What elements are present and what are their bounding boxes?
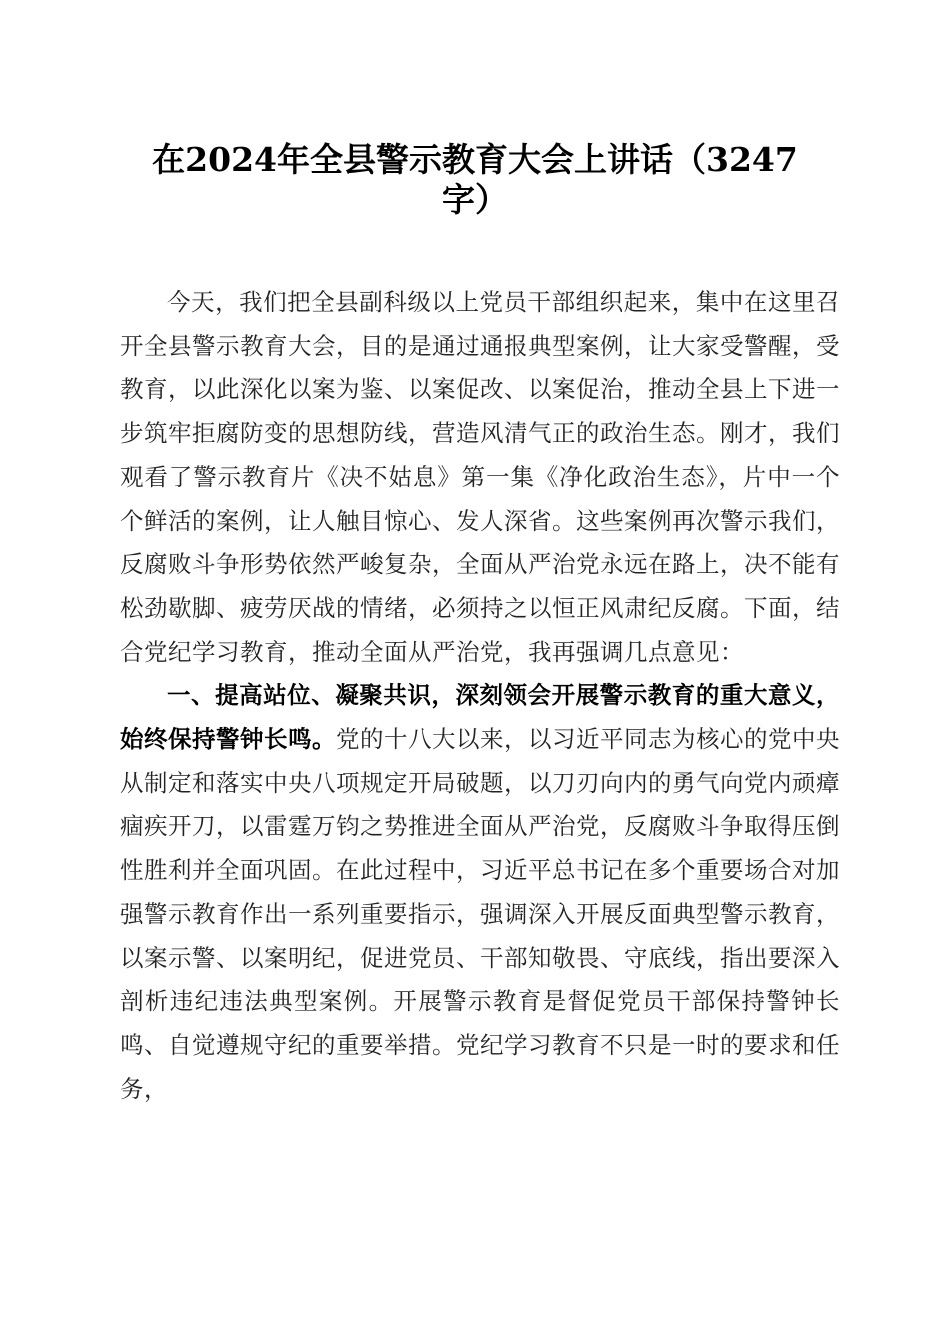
section1-paragraph xyxy=(120,674,840,1111)
section1-body: 党的十八大以来，以习近平同志为核心的党中央从制定和落实中央八项规定开局破题，以刀刃向内的勇气向党内顽瘴痼疾开刀，以雷霆万钧之势推进全面从严治党，反腐败斗争取得压倒性胜利并全面巩固。在此过程中，习近平总书记在多个重要场合对加强警示教育作出一系列重要指示，强调深入开展反面典型警示教育，以案示警、以案明纪，促进党员、干部知敬畏、守底线，指出要深入剖析违纪违法典型案例。开展警示教育是督促党员干部保持警钟长鸣、自觉遵规守纪的重要举措。党纪学习教育不只是一时的要求和任务， xyxy=(120,725,840,1103)
document-body xyxy=(120,281,840,1111)
document-title-line2: 字） xyxy=(442,180,508,219)
intro-paragraph: 今天，我们把全县副科级以上党员干部组织起来，集中在这里召开全县警示教育大会，目的是通过通报典型案例，让大家受警醒，受教育，以此深化以案为鉴、以案促改、以案促治，推动全县上下进一步筑牢拒腐防变的思想防线，营造风清气正的政治生态。刚才，我们观看了警示教育片《决不姑息》第一集《净化政治生态》，片中一个个鲜活的案例，让人触目惊心、发人深省。这些案例再次警示我们，反腐败斗争形势依然严峻复杂，全面从严治党永远在路上，决不能有松劲歇脚、疲劳厌战的情绪，必须持之以恒正风肃纪反腐。下面，结合党纪学习教育，推动全面从严治党，我再强调几点意见： xyxy=(120,288,840,666)
document-title-line1: 在2024年全县警示教育大会上讲话（3247 xyxy=(152,140,798,179)
section1-heading: 一、提高站位、凝聚共识，深刻领会开展警示教育的重大意义，始终保持警钟长鸣。 xyxy=(120,681,840,754)
